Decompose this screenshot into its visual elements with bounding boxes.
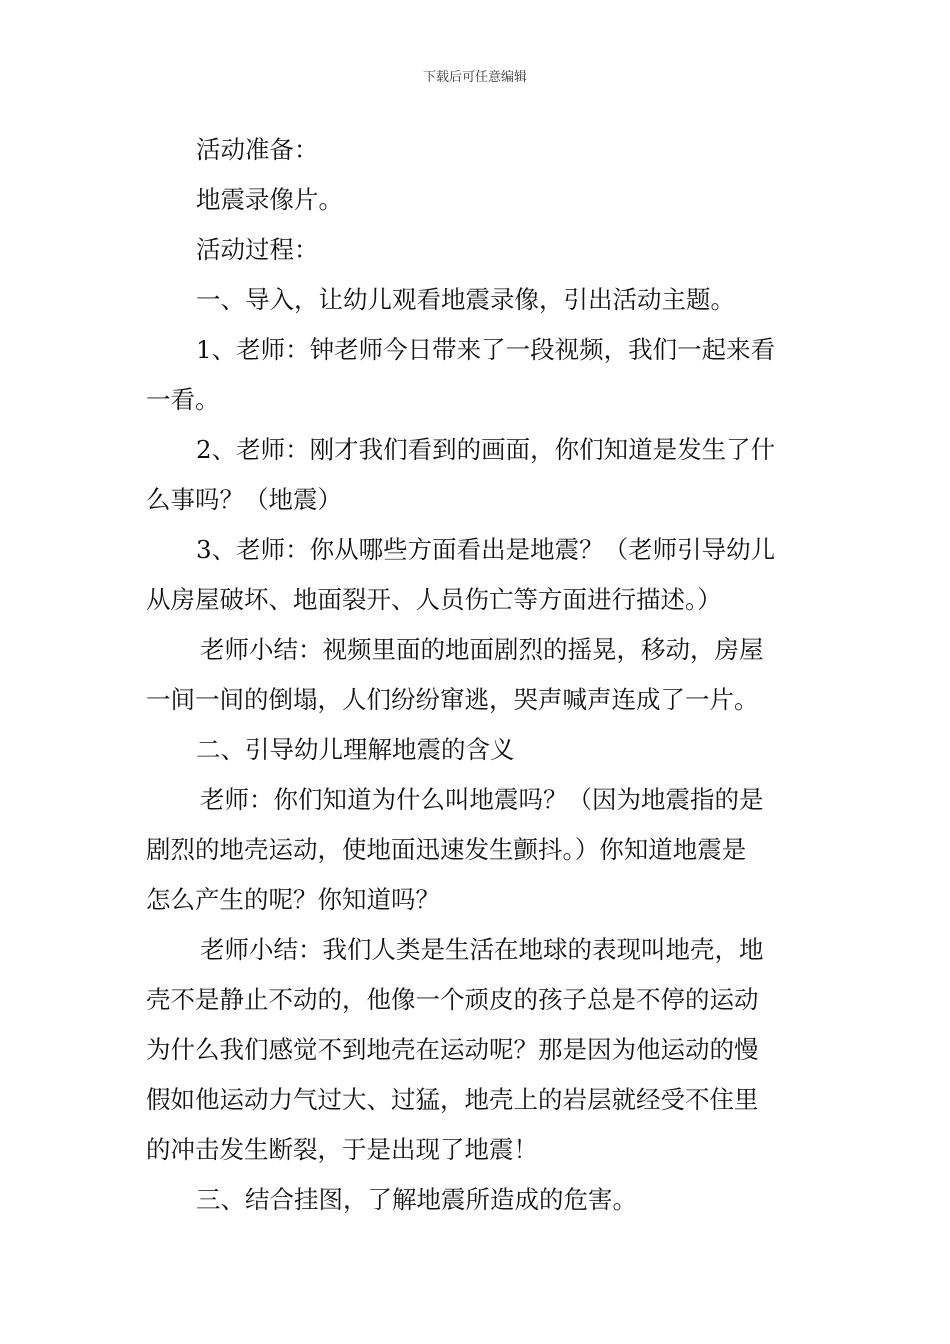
text-line: 3、老师：你从哪些方面看出是地震？（老师引导幼儿 xyxy=(196,535,776,564)
text-line: 怎么产生的呢？你知道吗？ xyxy=(146,885,440,914)
text-line: 地震录像片。 xyxy=(196,185,343,214)
text-line: 假如他运动力气过大、过猛，地壳上的岩层就经受不住里 xyxy=(146,1085,759,1114)
text-line: 老师：你们知道为什么叫地震吗？（因为地震指的是 xyxy=(200,785,764,814)
text-line: 1、老师：钟老师今日带来了一段视频，我们一起来看 xyxy=(196,335,776,364)
text-line: 活动准备： xyxy=(196,135,319,164)
text-line: 老师小结：视频里面的地面剧烈的摇晃，移动，房屋 xyxy=(200,635,764,664)
text-line: 从房屋破坏、地面裂开、人员伤亡等方面进行描述。） xyxy=(146,585,722,614)
text-line: 2、老师：刚才我们看到的画面，你们知道是发生了什 xyxy=(196,435,776,464)
text-line: 为什么我们感觉不到地壳在运动呢？那是因为他运动的慢 xyxy=(146,1035,759,1064)
text-line: 一、导入，让幼儿观看地震录像，引出活动主题。 xyxy=(196,285,735,314)
text-line: 二、引导幼儿理解地震的含义 xyxy=(196,735,515,764)
text-line: 剧烈的地壳运动，使地面迅速发生颤抖。）你知道地震是 xyxy=(146,835,747,864)
text-line: 一间一间的倒塌，人们纷纷窜逃，哭声喊声连成了一片。 xyxy=(146,685,759,714)
text-line: 一看。 xyxy=(146,385,220,414)
text-line: 老师小结：我们人类是生活在地球的表现叫地壳，地 xyxy=(200,935,764,964)
text-line: 么事吗？（地震） xyxy=(146,485,342,514)
text-line: 活动过程： xyxy=(196,235,319,264)
text-line: 三、结合挂图，了解地震所造成的危害。 xyxy=(196,1185,637,1214)
page-header: 下载后可任意编辑 xyxy=(422,70,527,85)
text-line: 壳不是静止不动的，他像一个顽皮的孩子总是不停的运动 xyxy=(146,985,759,1014)
text-line: 的冲击发生断裂，于是出现了地震！ xyxy=(146,1135,538,1164)
